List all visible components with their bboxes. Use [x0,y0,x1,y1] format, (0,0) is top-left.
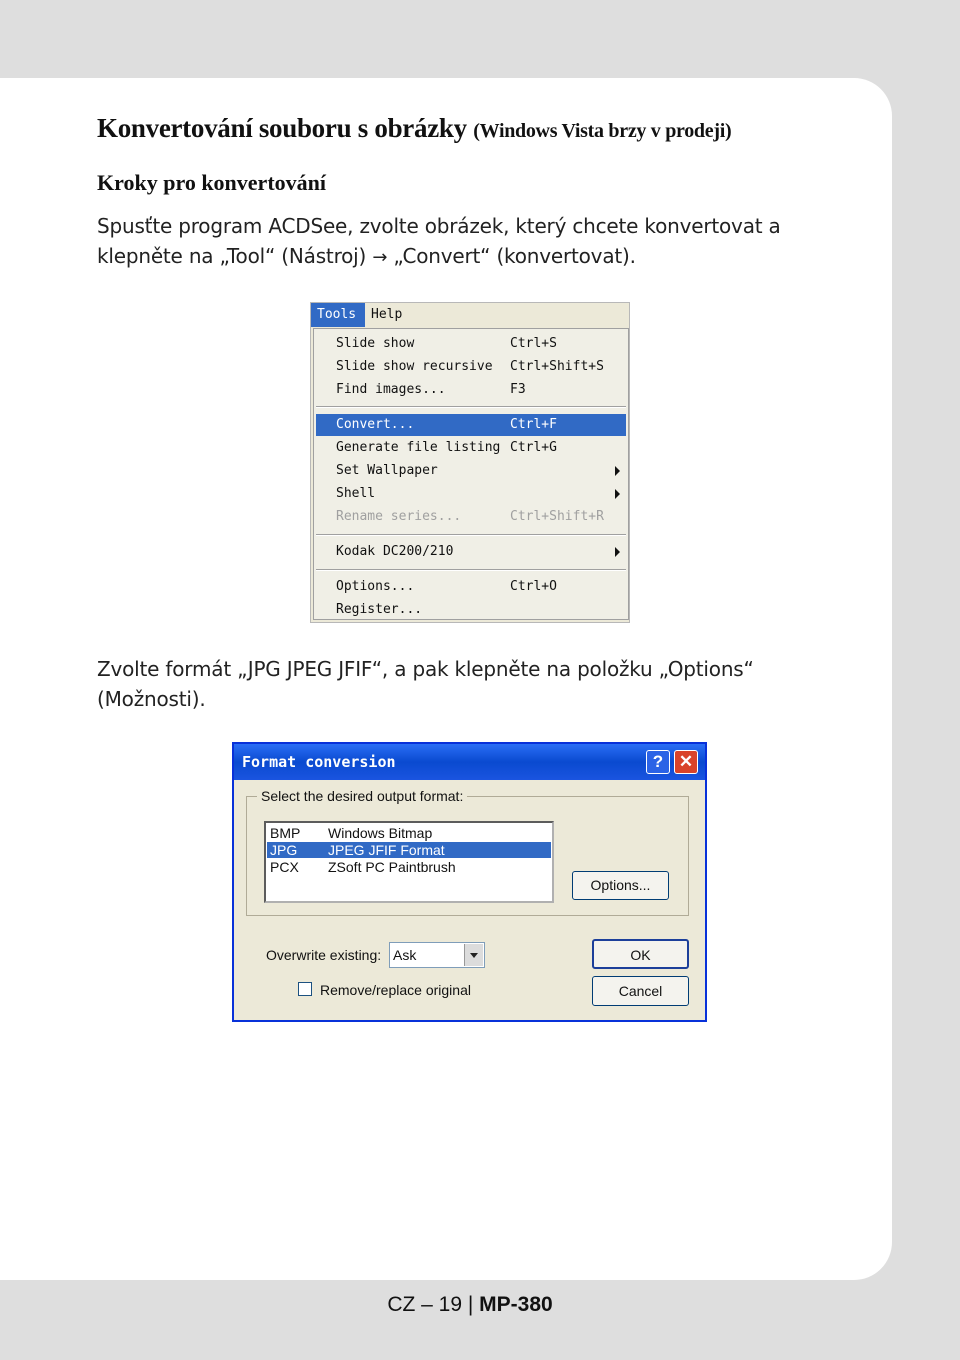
menu-item-shortcut: Ctrl+Shift+S [510,359,604,374]
format-listbox[interactable] [264,821,554,903]
step1-line1: Spusťte program ACDSee, zvolte obrázek, který chcete konvertovat a [97,214,781,238]
step2-line2: (Možnosti). [97,687,206,711]
tools-menu-screenshot [310,302,630,623]
output-format-group [246,788,689,916]
menu-item-options[interactable] [316,576,626,598]
menu-item-label: Options... [336,579,415,594]
title-note: (Windows Vista brzy v prodeji) [473,120,732,142]
menu-separator [316,406,626,408]
menu-item-shell[interactable] [316,483,626,505]
ok-button[interactable]: OK [592,939,689,969]
chevron-down-icon[interactable] [464,944,483,966]
remove-original-checkbox[interactable] [298,982,312,996]
overwrite-label: Overwrite existing: [266,947,382,963]
menu-item-label: Convert... [336,417,415,432]
format-name: JPEG JFIF Format [328,842,445,858]
format-ext: PCX [270,859,299,875]
menu-item-shortcut: F3 [510,382,526,397]
menu-tools[interactable]: Tools [311,303,365,327]
remove-original-label[interactable]: Remove/replace original [320,982,471,998]
menu-item-label: Rename series... [336,509,462,524]
menu-item-label: Shell [336,486,376,501]
dialog-titlebar [234,744,705,780]
page-number: CZ – 19 | [387,1293,480,1316]
step1-line2b: „Convert“ (konvertovat). [393,244,636,268]
model-name: MP-380 [479,1293,553,1316]
menu-item-set-wallpaper[interactable] [316,460,626,482]
page-title [97,113,731,144]
submenu-arrow-icon [615,466,620,476]
menu-item-label: Find images... [336,382,446,397]
menu-help[interactable]: Help [371,307,403,322]
menu-separator [316,534,626,536]
options-button[interactable]: Options... [572,871,669,900]
menu-item-rename-series [316,506,626,528]
step2-line1: Zvolte formát „JPG JPEG JFIF“, a pak klepněte na položku „Options“ [97,657,754,681]
step1-line2 [97,244,636,268]
title-main: Konvertování souboru s obrázky [97,113,467,143]
menu-item-find-images[interactable] [316,379,626,401]
submenu-arrow-icon [615,547,620,557]
close-button[interactable]: ✕ [674,750,698,774]
menu-item-generate-file-listing[interactable] [316,437,626,459]
menu-item-slide-show-recursive[interactable] [316,356,626,378]
menu-separator [316,569,626,571]
menu-item-slide-show[interactable] [316,333,626,355]
menu-item-register[interactable] [316,599,626,621]
section-subtitle: Kroky pro konvertování [97,170,326,195]
menu-item-label: Slide show [336,336,415,351]
menu-item-shortcut: Ctrl+G [510,440,557,455]
list-item[interactable] [267,825,551,841]
format-ext: BMP [270,825,301,841]
menu-item-kodak[interactable] [316,541,626,563]
menu-item-convert[interactable] [316,414,626,436]
format-ext: JPG [270,842,298,858]
menu-item-label: Slide show recursive [336,359,493,374]
menu-item-label: Set Wallpaper [336,463,438,478]
step1-line2a: klepněte na „Tool“ (Nástroj) [97,244,367,268]
menu-item-label: Generate file listing [336,440,501,455]
list-item-selected[interactable] [267,842,551,858]
menu-item-shortcut: Ctrl+S [510,336,557,351]
right-arrow-icon: → [372,247,388,268]
menu-item-shortcut: Ctrl+O [510,579,557,594]
list-item[interactable] [267,859,551,875]
menubar [311,303,629,327]
group-label: Select the desired output format: [257,788,467,804]
menu-item-label: Register... [336,602,423,617]
format-name: Windows Bitmap [328,825,433,841]
tools-dropdown [313,328,629,620]
overwrite-select[interactable] [389,942,485,968]
format-conversion-dialog [232,742,707,1022]
menu-item-shortcut: Ctrl+F [510,417,557,432]
menu-item-label: Kodak DC200/210 [336,544,454,559]
help-button[interactable]: ? [646,750,670,774]
page-footer [0,1293,940,1317]
format-name: ZSoft PC Paintbrush [328,859,456,875]
overwrite-value: Ask [393,947,417,963]
cancel-button[interactable]: Cancel [592,976,689,1006]
menu-item-shortcut: Ctrl+Shift+R [510,509,604,524]
submenu-arrow-icon [615,489,620,499]
dialog-title: Format conversion [242,753,396,771]
